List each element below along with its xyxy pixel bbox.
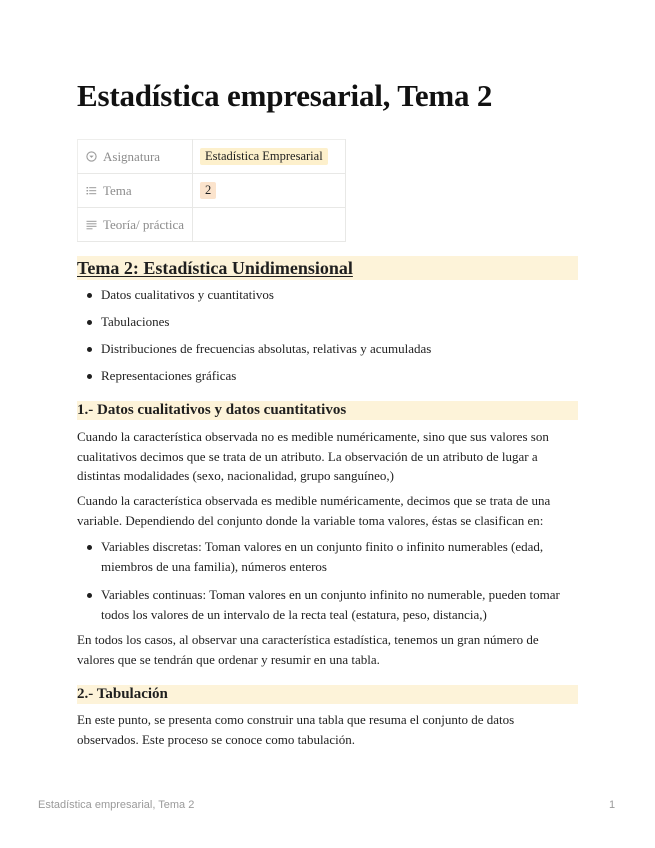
list-item: Representaciones gráficas xyxy=(101,366,578,386)
list-icon xyxy=(86,185,97,196)
property-row-tema xyxy=(78,174,346,208)
property-key-label: Tema xyxy=(103,182,132,198)
section-heading-text: Tema 2: Estadística Unidimensional xyxy=(77,258,353,278)
property-row-teoria xyxy=(78,208,346,242)
list-item: Variables discretas: Toman valores en un conjunto finito o infinito numerables (edad, miembros de una familia), números enteros xyxy=(101,537,578,577)
list-item: Datos cualitativos y cuantitativos xyxy=(101,285,578,305)
section-heading-1: 1.- Datos cualitativos y datos cuantitativos xyxy=(77,401,578,420)
property-value[interactable] xyxy=(193,174,346,208)
property-value-empty[interactable] xyxy=(193,208,346,242)
property-key xyxy=(78,140,193,174)
circle-dropdown-icon xyxy=(86,151,97,162)
paragraph: En todos los casos, al observar una característica estadística, tenemos un gran número de valores que se tendrán que ordenar y resumir en una tabla. xyxy=(77,632,539,667)
list-item: Tabulaciones xyxy=(101,312,578,332)
footer-title: Estadística empresarial, Tema 2 xyxy=(38,799,195,811)
section-heading-main xyxy=(77,256,578,280)
list-item: Variables continuas: Toman valores en un conjunto infinito no numerable, pueden tomar todos los valores de un intervalo de la recta teal (estatura, peso, distancia,) xyxy=(101,585,578,625)
section-heading-2: 2.- Tabulación xyxy=(77,685,578,704)
property-key xyxy=(78,208,193,242)
properties-table xyxy=(77,139,346,242)
property-row-asignatura xyxy=(78,140,346,174)
footer-page-number: 1 xyxy=(609,799,616,811)
select-tag[interactable]: Estadística Empresarial xyxy=(200,148,328,165)
paragraph: En este punto, se presenta como construir una tabla que resuma el conjunto de datos observados. Este proceso se conoce como tabulación. xyxy=(77,712,515,747)
property-key-label: Asignatura xyxy=(103,148,161,164)
property-key-label: Teoría/ práctica xyxy=(103,216,185,232)
topics-list xyxy=(77,285,578,386)
paragraph: Cuando la característica observada es medible numéricamente, decimos que se trata de una variable. Dependiendo del conjunto donde la variable toma valores, éstas se clasifican en: xyxy=(77,493,551,528)
select-tag[interactable]: 2 xyxy=(200,182,216,199)
paragraph: Cuando la característica observada no es medible numéricamente, sino que sus valores son cualitativos decimos que se trata de un atributo. La observación de un atributo de lugar a distintas modalidades (sexo, nacionalidad, grupo sanguíneo,) xyxy=(77,429,549,483)
property-key xyxy=(78,174,193,208)
text-lines-icon xyxy=(86,219,97,230)
list-item: Distribuciones de frecuencias absolutas, relativas y acumuladas xyxy=(101,339,578,359)
page-title: Estadística empresarial, Tema 2 xyxy=(77,78,493,113)
property-value[interactable] xyxy=(193,140,346,174)
variables-list xyxy=(77,537,578,625)
